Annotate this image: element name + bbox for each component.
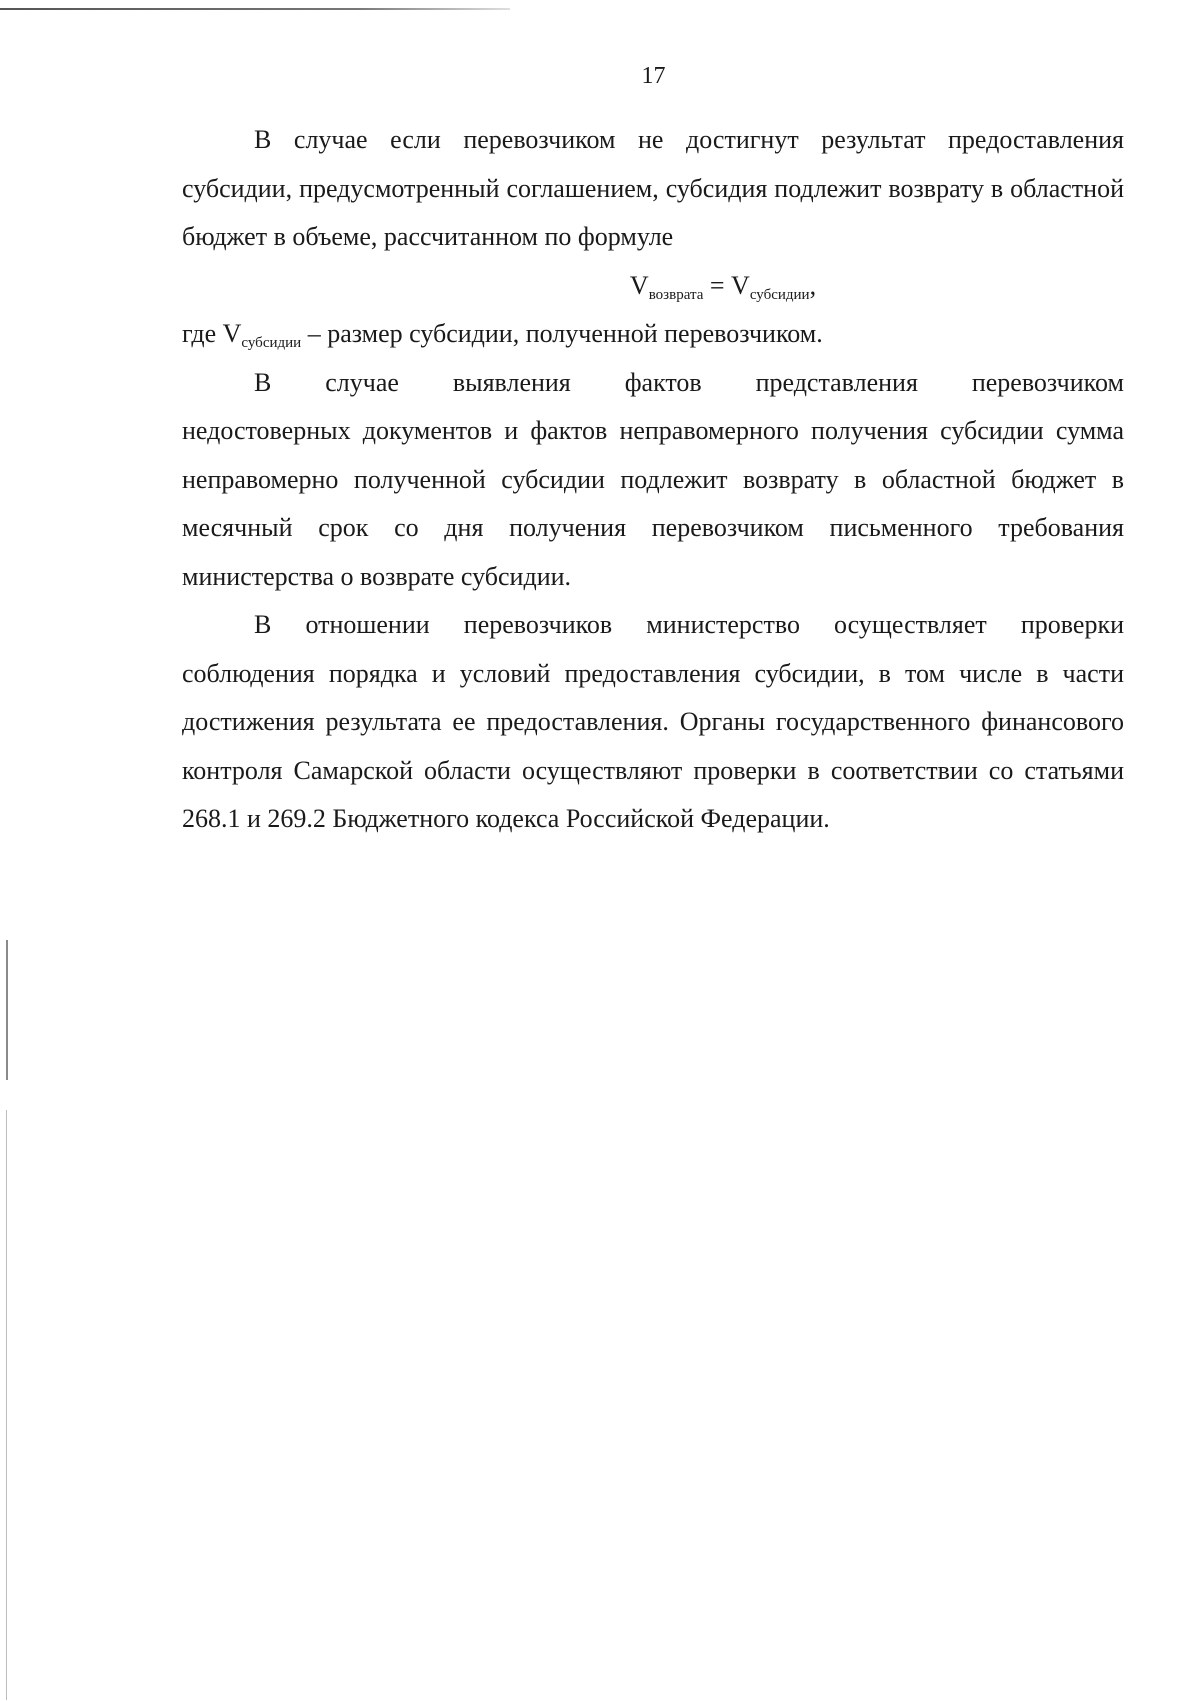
scan-artifact-left-edge-faint [6,1110,7,1700]
word: представления [755,367,918,397]
formula-definition [182,310,1124,359]
word: выявления [452,367,571,397]
formula-lhs-subscript: возврата [648,286,704,303]
paragraph-unlawful-receipt [182,359,1124,602]
definition-prefix: где [182,319,223,348]
scan-artifact-left-edge [6,940,8,1080]
word: перевозчиком [971,367,1124,397]
formula-rhs-symbol: V [731,270,750,300]
paragraph-refund-not-achieved: В случае если перевозчиком не достигнут результат предоставления субсидии, предусмотренный соглашением, субсидия подлежит возврату в областной бюджет в объеме, рассчитанном по формуле [182,125,1124,251]
formula-lhs-symbol: V [629,270,649,300]
word: случае [325,367,399,397]
scan-artifact-top-line [0,8,510,10]
formula-rhs-subscript: субсидии [749,286,810,303]
definition-text: – размер субсидии, полученной перевозчиком. [301,319,823,348]
paragraph-unlawful-receipt-first-line [182,359,1124,408]
page-number: 17 [641,63,666,89]
document-body [182,116,1124,844]
paragraph-inspections: В отношении перевозчиков министерство осуществляет проверки соблюдения порядка и условий предоставления субсидии, в том числе в части достижения результата ее предоставления. Органы государственного финансового контроля Самарской области осуществляют проверки в соответствии со статьями 268.1 и 269.2 Бюджетного кодекса Российской Федерации. [182,610,1124,833]
formula-trailing-comma: , [809,270,817,300]
definition-symbol: V [222,319,242,348]
word: фактов [624,367,702,397]
definition-subscript: субсидии [241,335,302,351]
word: В [254,367,272,397]
formula-equals: = [703,270,732,300]
refund-formula [182,262,1124,311]
paragraph-unlawful-receipt-rest: недостоверных документов и фактов неправомерного получения субсидии сумма неправомерно полученной субсидии подлежит возврату в областной бюджет в месячный срок со дня получения перевозчиком письменного требования министерства о возврате субсидии. [182,416,1124,591]
